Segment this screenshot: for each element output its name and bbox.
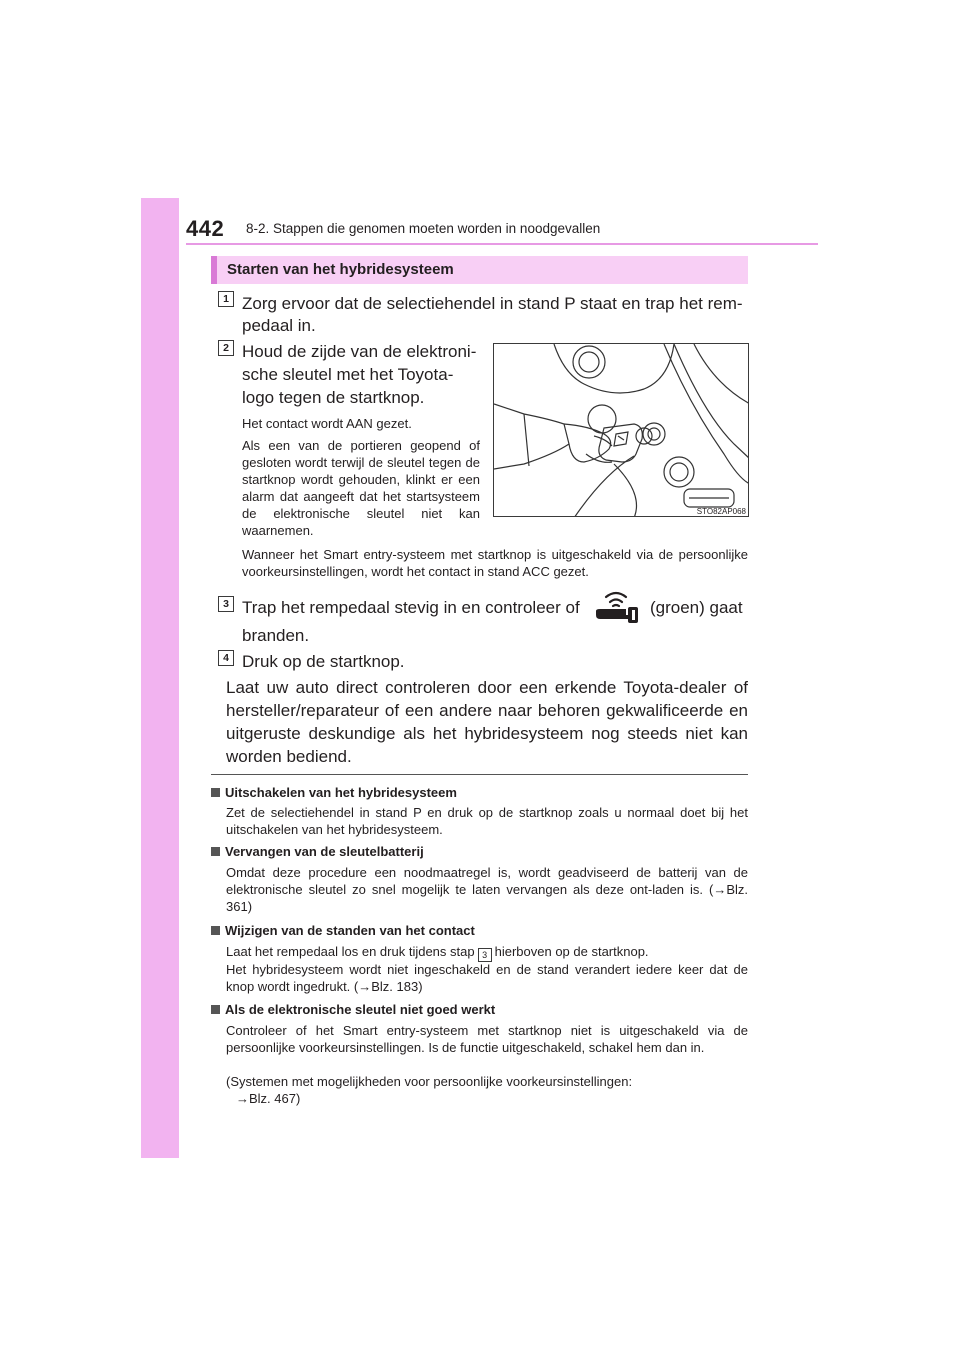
step-1-line-1: Zorg ervoor dat de selectiehendel in stand P staat en trap het rem- — [242, 294, 743, 313]
step-number-4: 4 — [218, 650, 234, 666]
note-2-heading — [211, 844, 424, 859]
section-title: Starten van het hybridesysteem — [227, 261, 454, 278]
step-2-line-2: sche sleutel met het Toyota- — [242, 365, 454, 384]
note-3-text-2: Het hybridesysteem wordt niet ingeschakeld en de stand verandert iedere keer dat de knop wordt ingedrukt. (→Blz. 183) — [226, 962, 748, 994]
step-2-line-3: logo tegen de startknop. — [242, 388, 425, 407]
note-1-text: Zet de selectiehendel in stand P en druk op de startknop zoals u normaal doet bij het uitschakelen van het hybridesysteem. — [226, 805, 748, 837]
step-ref-3: 3 — [478, 948, 492, 962]
step-2-warning: Als een van de portieren geopend of gesloten wordt terwijl de sleutel tegen de startknop wordt gehouden, klinkt er een alarm dat aangeeft dat het startsysteem de elektronische sleutel niet kan waarnemen. — [242, 438, 480, 538]
step-3-text-post: (groen) gaat — [650, 598, 743, 617]
note-4-heading — [211, 1002, 495, 1017]
chapter-header: 8-2. Stappen die genomen moeten worden in noodgevallen — [246, 221, 601, 236]
step-3-text-pre: Trap het rempedaal stevig in en controleer of — [242, 598, 580, 617]
note-3-title: Wijzigen van de standen van het contact — [225, 923, 475, 938]
step-number-1: 1 — [218, 291, 234, 307]
note-3-line-1 — [226, 943, 748, 962]
step-2-line-1: Houd de zijde van de elektroni- — [242, 342, 477, 361]
note-3-text-pre: Laat het rempedaal los en druk tijdens stap — [226, 944, 475, 959]
note-4-title: Als de elektronische sleutel niet goed werkt — [225, 1002, 496, 1017]
step-number-3: 3 — [218, 596, 234, 612]
note-3-text-post: hierboven op de startknop. — [494, 944, 649, 959]
note-4-text-1: Controleer of het Smart entry-systeem met startknop niet is uitgeschakeld via de persoonlijke voorkeursinstellingen. Is de functie uitgeschakeld, schakel hem dan in. — [226, 1023, 748, 1055]
bullet-square-icon — [211, 926, 220, 935]
note-4-text-2: (Systemen met mogelijkheden voor persoonlijke voorkeursinstellingen: — [226, 1074, 633, 1089]
step-3-line-2: branden. — [242, 626, 310, 645]
notes-divider — [211, 774, 748, 775]
step-number-2: 2 — [218, 340, 234, 356]
header-divider — [186, 243, 818, 245]
step-2-acc-note: Wanneer het Smart entry-systeem met startknop is uitgeschakeld via de persoonlijke voorkeursinstellingen, wordt het contact in stand ACC gezet. — [242, 547, 748, 579]
closing-paragraph: Laat uw auto direct controleren door een erkende Toyota-dealer of hersteller/reparateur of een andere naar behoren gekwalificeerde en uitgeruste deskundige als het hybridesysteem nog steeds niet kan worden bediend. — [226, 678, 748, 766]
bullet-square-icon — [211, 847, 220, 856]
note-1-heading — [211, 785, 457, 800]
step-4-text: Druk op de startknop. — [242, 652, 405, 671]
bullet-square-icon — [211, 788, 220, 797]
section-title-box — [211, 256, 748, 284]
step-1-line-2: pedaal in. — [242, 316, 316, 335]
page-number: 442 — [186, 216, 225, 241]
note-1-title: Uitschakelen van het hybridesysteem — [225, 785, 457, 800]
start-button-illustration — [493, 343, 749, 517]
smart-key-indicator-icon — [592, 585, 640, 625]
hand-holding-key-illustration — [494, 344, 749, 517]
note-2-text: Omdat deze procedure een noodmaatregel is, wordt geadviseerd de batterij van de elektronische sleutel zo snel mogelijk te laten vervangen als deze ont-laden is. (→Blz. 361) — [226, 865, 748, 914]
chapter-sidebar-tab — [141, 198, 179, 1158]
note-2-title: Vervangen van de sleutelbatterij — [225, 844, 424, 859]
note-4-text-3: →Blz. 467) — [236, 1091, 301, 1106]
step-2-result: Het contact wordt AAN gezet. — [242, 416, 412, 431]
bullet-square-icon — [211, 1005, 220, 1014]
note-3-heading — [211, 923, 475, 938]
figure-caption: STO82AP068 — [696, 507, 746, 516]
